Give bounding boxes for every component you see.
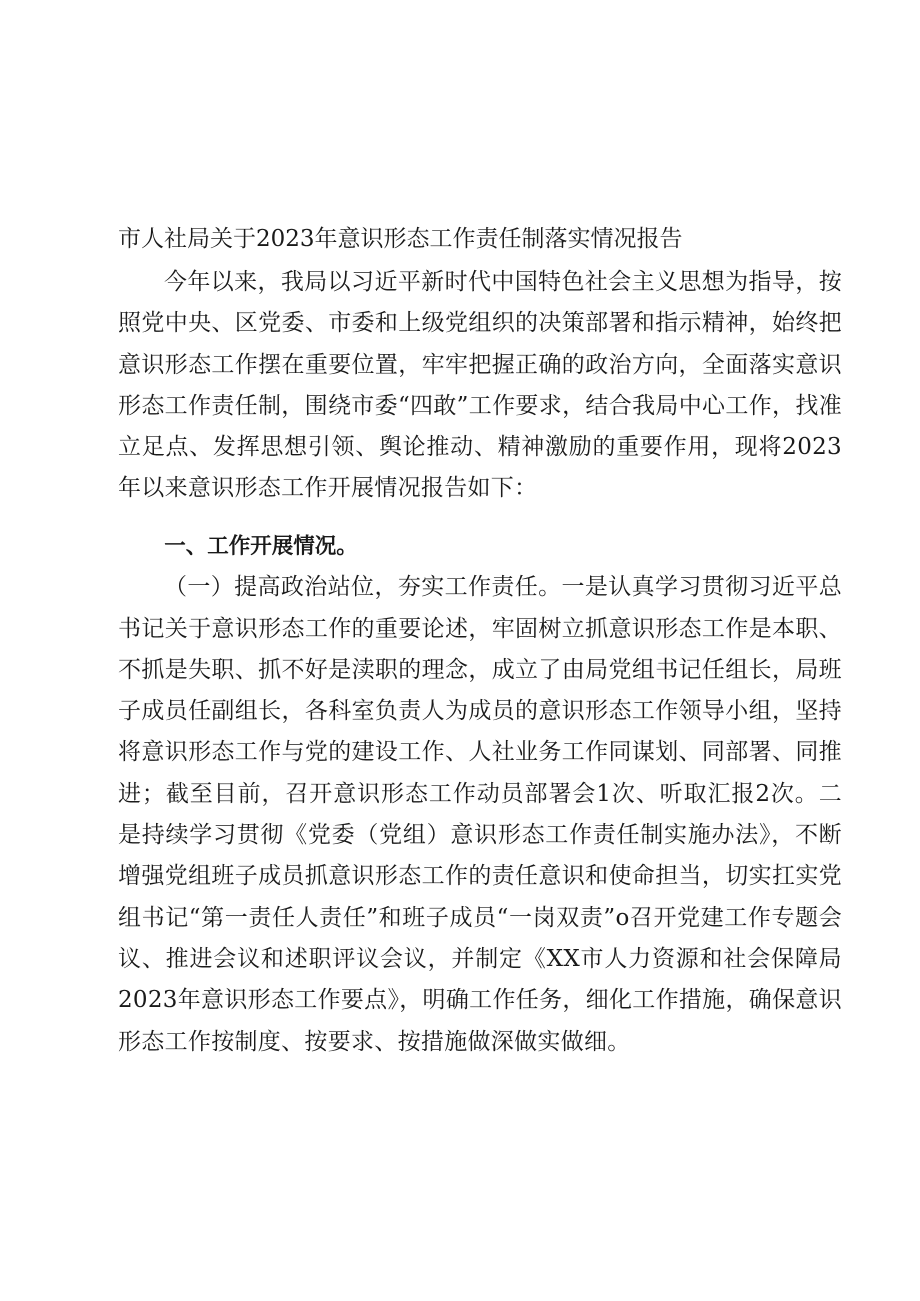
section-paragraph: （一）提高政治站位，夯实工作责任。一是认真学习贯彻习近平总书记关于意识形态工作的重要论述，牢固树立抓意识形态工作是本职、不抓是失职、抓不好是渎职的理念，成立了由局党组书记任组长，局班子成员任副组长，各科室负责人为成员的意识形态工作领导小组，坚持将意识形态工作与党的建设工作、人社业务工作同谋划、同部署、同推进；截至目前，召开意识形态工作动员部署会1次、听取汇报2次。二是持续学习贯彻《党委（党组）意识形态工作责任制实施办法》，不断增强党组班子成员抓意识形态工作的责任意识和使命担当，切实扛实党组书记“第一责任人责任”和班子成员“一岗双责”o召开党建工作专题会议、推进会议和述职评议会议，并制定《XX市人力资源和社会保障局2023年意识形态工作要点》，明确工作任务，细化工作措施，确保意识形态工作按制度、按要求、按措施做深做实做细。 bbox=[118, 574, 842, 1055]
intro-block bbox=[118, 262, 842, 510]
document-title: 市人社局关于2023年意识形态工作责任制落实情况报告 bbox=[118, 226, 683, 252]
section-heading: 一、工作开展情况。 bbox=[164, 534, 358, 559]
intro-paragraph: 今年以来，我局以习近平新时代中国特色社会主义思想为指导，按照党中央、区党委、市委和上级党组织的决策部署和指示精神，始终把意识形态工作摆在重要位置，牢牢把握正确的政治方向，全面落实意识形态工作责任制，围绕市委“四敢”工作要求，结合我局中心工作，找准立足点、发挥思想引领、舆论推动、精神激励的重要作用，现将2023年以来意识形态工作开展情况报告如下： bbox=[118, 269, 842, 502]
section-block bbox=[118, 526, 842, 1063]
